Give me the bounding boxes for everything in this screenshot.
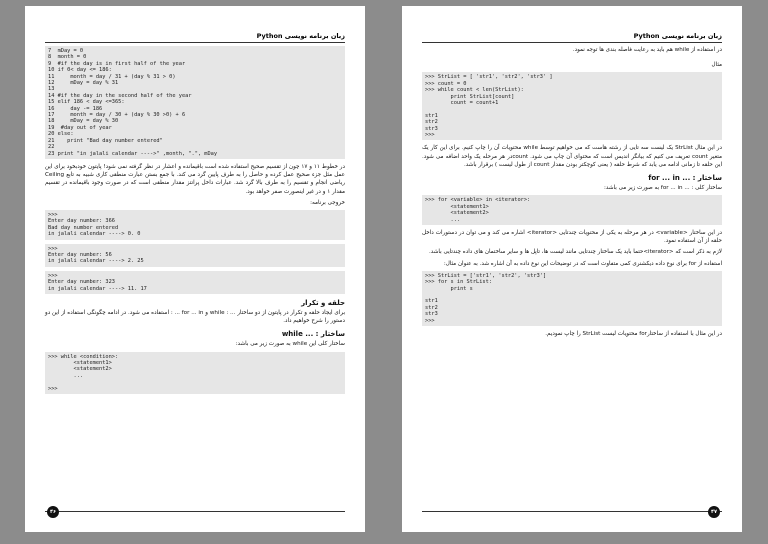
page-number: ۴۶ <box>47 506 59 518</box>
page-footer <box>422 509 722 515</box>
paragraph-while-example: در این مثال StrList یک لیست سه تایی از رشته هاست که می خواهیم توسط while محتویات آن را چاپ کنیم. برای این کار یک متغیر count تعریف می کنیم که بیانگر اندیس است که محتوای آن چاپ می شود. countدر هر مرحله یک واحد اضافه می شود. این حلقه تا زمانی ادامه می یابد که شرط حلقه ( یعنی کوچکتر بودن مقدار count از طول لیست ) برقرار باشد. <box>422 145 722 168</box>
code-block-while-example: >>> StrList = [ 'str1', 'str2', 'str3' ] >>> count = 0 >>> while count < len(StrList): print StrList[count] count = count+1 str1 str2 str3 >>> <box>422 72 722 140</box>
right-page-body <box>422 46 722 341</box>
paragraph-explanation: در خطوط ۱۱ و ۱۷ چون از تقسیم صحیح استفاده شده است باقیمانده و اعشار در نظر گرفته نمی شود! پایتون خودبخود برای این عمل مثل جزء صحیح عمل کرده و حاصل را به طرف پایین گرد می کند. با جمع بستن عبارت منطقی کاری شبیه به تابع Ceiling ریاضی انجام و تقسیم را به طرف بالا گرد شد. عبارات داخل پرانتز مقدار منطقی است که در صورت وجود باقیمانده در تقسیم مقدار ۱ و در غیر اینصورت صفر خواهد بود. <box>45 163 345 195</box>
code-block-while: >>> while <condition>: <statement1> <statement2> ... >>> <box>45 352 345 394</box>
page-header: زبان برنامه نویسی Python <box>422 32 722 43</box>
paragraph-for-syntax: ساختار کلی : ... for ... in به صورت زیر می باشد: <box>604 185 722 192</box>
left-page <box>25 6 365 532</box>
output-label: خروجی برنامه: <box>310 199 345 206</box>
code-block-output-3: >>> Enter day number: 323 in jalali calendar ----> 11. 17 <box>45 271 345 294</box>
heading-while: ساختار : ... while <box>281 330 345 339</box>
paragraph-while-syntax: ساختار کلی این while به صورت زیر می باشد: <box>235 341 345 348</box>
page-header: زبان برنامه نویسی Python <box>45 32 345 43</box>
paragraph-loops: برای ایجاد حلقه و تکرار در پایتون از دو ساختار ... : while و for ... in ... : استفاده می شود. در ادامه چگونگی استفاده از این دو دستور را شرح خواهیم داد. <box>45 309 346 325</box>
paragraph-for-example: در این مثال با استفاده از ساختارfor محتویات لیست StrList را چاپ نمودیم. <box>545 330 722 337</box>
code-block-for-example: >>> StrList = ['str1', 'str2', 'str3'] >>> for s in StrList: print s str1 str2 str3 >>> <box>422 271 722 326</box>
code-block-output-2: >>> Enter day number: 56 in jalali calendar ----> 2. 25 <box>45 244 345 267</box>
code-block-output-1: >>> Enter day number: 366 Bad day number entered in jalali calendar ----> 0. 0 <box>45 210 345 240</box>
code-block-calendar: 7 mDay = 0 8 month = 0 9 #if the day is in first half of the year 10 if 0< day <= 186: 11 month = day / 31 + (day % 31 > 0) 12 mDay = day % 31 13 14 #if the day in the second half of the year 15 elif 186 < day <=365: 16 day -= 186 17 month = day / 30 + (day % 30 >0) + 6 18 mDay = day % 30 19 #day out of year 20 else: 21 print "Bad day number entered" 22 23 print "in jalali calendar ---->" ,month, ".", mDay <box>45 46 345 159</box>
left-page-body <box>45 46 345 398</box>
right-page <box>402 6 742 532</box>
heading-loops: حلقه و تکرار <box>301 298 345 307</box>
code-block-for-syntax: >>> for <variable> in <iterator>: <statement1> <statement2> ... <box>422 195 722 225</box>
example-label: مثال <box>711 62 722 69</box>
paragraph-for-variable: در این ساختار <variable> در هر مرحله به یکی از محتویات چندتایی <iterator> اشاره می کند و می توان در دستورات داخل حلقه از آن استفاده نمود. <box>422 229 723 245</box>
paragraph-while-spacing: در استفاده از while هم باید به رعایت فاصله بندی ها توجه نمود. <box>572 47 722 53</box>
page-footer <box>45 509 345 515</box>
paragraph-for-iterator: لازم به ذکر است که <iterator>حتما باید یک ساختار چندتایی مانند لیست ها، تاپل ها و سایر ساختمان های داده چندتایی باشد. <box>429 249 722 256</box>
page-number: ۴۷ <box>708 506 720 518</box>
heading-for: ساختار : ... for ... in <box>648 174 722 183</box>
paragraph-for-dictionary: استفاده از for برای نوع داده دیکشنری کمی متفاوت است که در توضیحات این نوع داده به آن اشاره شد. به عنوان مثال: <box>443 260 722 267</box>
